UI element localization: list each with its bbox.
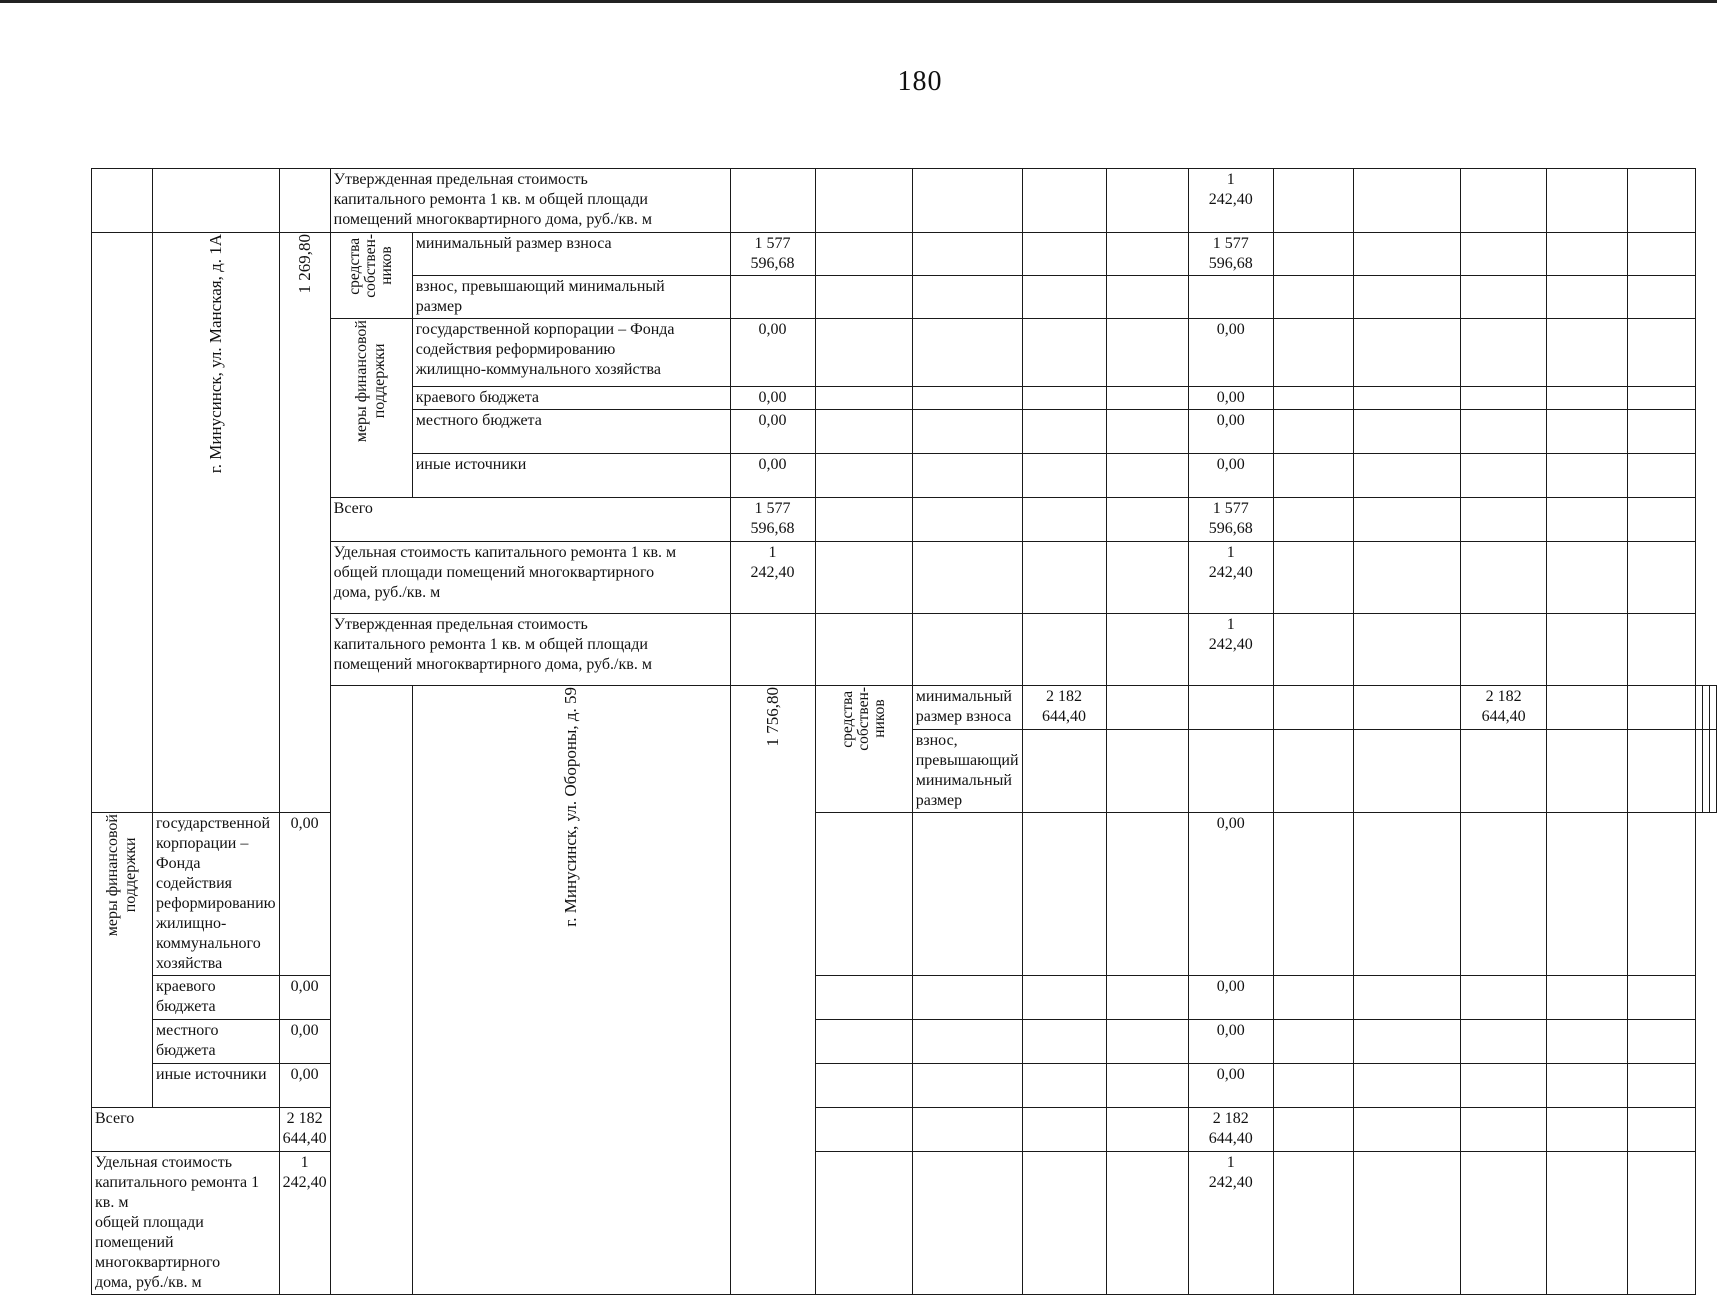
- owners-funds-label: средства собствен- ников: [815, 686, 912, 813]
- empty-cell: [1188, 276, 1273, 319]
- excess-contribution-label: взнос, превышающий минимальный размер: [912, 730, 1022, 813]
- regional-budget-label: краевого бюджета: [412, 387, 730, 410]
- empty-cell: [1628, 169, 1696, 233]
- other-sources-total: 0,00: [1188, 1064, 1273, 1108]
- page-number: 180: [897, 66, 943, 97]
- min-contribution-label: минимальный размер взноса: [912, 686, 1022, 730]
- empty-cell: [1106, 410, 1188, 454]
- capital-repair-table: [91, 168, 1717, 1295]
- empty-cell: [1696, 730, 1703, 813]
- excess-contribution-label: взнос, превышающий минимальный размер: [412, 276, 730, 319]
- empty-cell: [1106, 1020, 1188, 1064]
- house-area: 1 756,80: [730, 686, 815, 1295]
- empty-cell: [1547, 454, 1628, 498]
- empty-cell: [1354, 387, 1461, 410]
- empty-cell: [1354, 730, 1461, 813]
- empty-cell: [815, 498, 912, 542]
- empty-cell: [1273, 387, 1353, 410]
- empty-cell: [1628, 1152, 1696, 1295]
- empty-cell: [1628, 498, 1696, 542]
- empty-cell: [1461, 233, 1547, 276]
- empty-cell: [1354, 319, 1461, 387]
- empty-cell: [912, 614, 1022, 686]
- empty-cell: [1106, 169, 1188, 233]
- empty-cell: [815, 614, 912, 686]
- empty-cell: [1354, 1108, 1461, 1152]
- empty-cell: [1106, 976, 1188, 1020]
- empty-cell: [1273, 169, 1353, 233]
- empty-cell: [1547, 498, 1628, 542]
- empty-cell: [1628, 730, 1696, 813]
- regional-budget-total: 0,00: [1188, 976, 1273, 1020]
- empty-cell: [1354, 813, 1461, 976]
- empty-cell: [1273, 233, 1353, 276]
- empty-cell: [912, 1020, 1022, 1064]
- empty-cell: [1461, 276, 1547, 319]
- empty-cell: [330, 686, 412, 1295]
- empty-cell: [1461, 498, 1547, 542]
- empty-cell: [912, 454, 1022, 498]
- empty-cell: [1354, 1020, 1461, 1064]
- empty-cell: [1710, 686, 1717, 730]
- empty-cell: [1022, 730, 1106, 813]
- empty-cell: [1022, 454, 1106, 498]
- other-sources-label: иные источники: [412, 454, 730, 498]
- regional-budget-value: 0,00: [730, 387, 815, 410]
- empty-cell: [1273, 1020, 1353, 1064]
- total-value: 2 182 644,40: [279, 1108, 330, 1152]
- min-contribution-total: 1 577 596,68: [1188, 233, 1273, 276]
- owners-funds-label: средства собствен- ников: [330, 233, 412, 319]
- empty-cell: [1547, 1020, 1628, 1064]
- empty-cell: [1461, 1152, 1547, 1295]
- empty-cell: [912, 813, 1022, 976]
- empty-cell: [1106, 730, 1188, 813]
- empty-cell: [1461, 542, 1547, 614]
- empty-cell: [1022, 276, 1106, 319]
- empty-cell: [1354, 542, 1461, 614]
- page-top-border: [0, 0, 1717, 3]
- empty-cell: [1273, 686, 1353, 730]
- fund-label: государственной корпорации – Фонда содействия реформированию жилищно-коммунального хозяйства: [153, 813, 280, 976]
- empty-cell: [92, 169, 153, 233]
- empty-cell: [1628, 233, 1696, 276]
- table-row: [92, 686, 1717, 730]
- empty-cell: [1461, 454, 1547, 498]
- empty-cell: [92, 233, 153, 813]
- min-contribution-value: 1 577 596,68: [730, 233, 815, 276]
- empty-cell: [1461, 1020, 1547, 1064]
- other-sources-value: 0,00: [730, 454, 815, 498]
- total-label: Всего: [330, 498, 730, 542]
- empty-cell: [815, 1020, 912, 1064]
- approved-cost-total: 1 242,40: [1188, 614, 1273, 686]
- empty-cell: [1628, 542, 1696, 614]
- empty-cell: [815, 976, 912, 1020]
- empty-cell: [1547, 686, 1628, 730]
- empty-cell: [1022, 976, 1106, 1020]
- empty-cell: [1628, 686, 1696, 730]
- approved-cost-label: Утвержденная предельная стоимость капитального ремонта 1 кв. м общей площади помещений многоквартирного дома, руб./кв. м: [330, 614, 730, 686]
- empty-cell: [912, 319, 1022, 387]
- empty-cell: [1273, 1064, 1353, 1108]
- empty-cell: [1022, 169, 1106, 233]
- empty-cell: [815, 387, 912, 410]
- local-budget-value: 0,00: [730, 410, 815, 454]
- empty-cell: [912, 542, 1022, 614]
- regional-budget-value: 0,00: [279, 976, 330, 1020]
- empty-cell: [1547, 1152, 1628, 1295]
- empty-cell: [1022, 233, 1106, 276]
- min-contribution-total: 2 182 644,40: [1461, 686, 1547, 730]
- specific-cost-value: 1 242,40: [279, 1152, 330, 1295]
- specific-cost-total: 1 242,40: [1188, 542, 1273, 614]
- local-budget-value: 0,00: [279, 1020, 330, 1064]
- empty-cell: [1461, 169, 1547, 233]
- empty-cell: [1710, 730, 1717, 813]
- empty-cell: [1628, 614, 1696, 686]
- empty-cell: [1547, 387, 1628, 410]
- empty-cell: [815, 813, 912, 976]
- empty-cell: [815, 454, 912, 498]
- empty-cell: [1354, 169, 1461, 233]
- support-measures-label: меры финансовой поддержки: [92, 813, 153, 1108]
- empty-cell: [815, 319, 912, 387]
- empty-cell: [1703, 730, 1710, 813]
- table-row: [92, 498, 1717, 542]
- empty-cell: [815, 169, 912, 233]
- empty-cell: [1547, 614, 1628, 686]
- total-total: 1 577 596,68: [1188, 498, 1273, 542]
- empty-cell: [1273, 614, 1353, 686]
- other-sources-value: 0,00: [279, 1064, 330, 1108]
- empty-cell: [1354, 614, 1461, 686]
- empty-cell: [1547, 410, 1628, 454]
- empty-cell: [1188, 686, 1273, 730]
- empty-cell: [1106, 233, 1188, 276]
- empty-cell: [1273, 1108, 1353, 1152]
- empty-cell: [1547, 813, 1628, 976]
- empty-cell: [1106, 498, 1188, 542]
- empty-cell: [1273, 813, 1353, 976]
- empty-cell: [1106, 1152, 1188, 1295]
- empty-cell: [912, 233, 1022, 276]
- empty-cell: [815, 233, 912, 276]
- local-budget-label: местного бюджета: [412, 410, 730, 454]
- fund-value: 0,00: [279, 813, 330, 976]
- empty-cell: [1547, 169, 1628, 233]
- empty-cell: [1022, 1064, 1106, 1108]
- regional-budget-label: краевого бюджета: [153, 976, 280, 1020]
- specific-cost-value: 1 242,40: [730, 542, 815, 614]
- empty-cell: [1106, 1064, 1188, 1108]
- empty-cell: [912, 169, 1022, 233]
- empty-cell: [1022, 614, 1106, 686]
- empty-cell: [1273, 498, 1353, 542]
- empty-cell: [1273, 1152, 1353, 1295]
- empty-cell: [1106, 1108, 1188, 1152]
- specific-cost-label: Удельная стоимость капитального ремонта 1 кв. м общей площади помещений многоквартирного дома, руб./кв. м: [92, 1152, 280, 1295]
- empty-cell: [1703, 686, 1710, 730]
- empty-cell: [1022, 1152, 1106, 1295]
- house-area: 1 269,80: [279, 233, 330, 813]
- empty-cell: [1354, 1152, 1461, 1295]
- empty-cell: [1547, 233, 1628, 276]
- empty-cell: [912, 410, 1022, 454]
- empty-cell: [1022, 1020, 1106, 1064]
- empty-cell: [1547, 1064, 1628, 1108]
- empty-cell: [153, 169, 280, 233]
- empty-cell: [912, 276, 1022, 319]
- house-address: г. Минусинск, ул. Манская, д. 1А: [153, 233, 280, 813]
- empty-cell: [815, 1064, 912, 1108]
- approved-cost-value: 1 242,40: [1188, 169, 1273, 233]
- specific-cost-total: 1 242,40: [1188, 1152, 1273, 1295]
- empty-cell: [1106, 387, 1188, 410]
- empty-cell: [1106, 686, 1188, 730]
- empty-cell: [1461, 387, 1547, 410]
- empty-cell: [912, 1108, 1022, 1152]
- empty-cell: [815, 542, 912, 614]
- empty-cell: [1354, 976, 1461, 1020]
- empty-cell: [1628, 1020, 1696, 1064]
- support-measures-label: меры финансовой поддержки: [330, 319, 412, 498]
- empty-cell: [1628, 1064, 1696, 1108]
- other-sources-label: иные источники: [153, 1064, 280, 1108]
- empty-cell: [1354, 454, 1461, 498]
- empty-cell: [1354, 233, 1461, 276]
- empty-cell: [1696, 686, 1703, 730]
- fund-value: 0,00: [730, 319, 815, 387]
- empty-cell: [1547, 976, 1628, 1020]
- empty-cell: [1106, 542, 1188, 614]
- empty-cell: [1461, 1108, 1547, 1152]
- empty-cell: [1354, 686, 1461, 730]
- empty-cell: [1547, 276, 1628, 319]
- total-value: 1 577 596,68: [730, 498, 815, 542]
- empty-cell: [1461, 319, 1547, 387]
- empty-cell: [1628, 387, 1696, 410]
- empty-cell: [1022, 410, 1106, 454]
- empty-cell: [1461, 410, 1547, 454]
- total-total: 2 182 644,40: [1188, 1108, 1273, 1152]
- empty-cell: [912, 976, 1022, 1020]
- empty-cell: [1273, 542, 1353, 614]
- empty-cell: [912, 498, 1022, 542]
- empty-cell: [1461, 1064, 1547, 1108]
- empty-cell: [1273, 276, 1353, 319]
- empty-cell: [1022, 387, 1106, 410]
- table-row: [92, 614, 1717, 686]
- specific-cost-label: Удельная стоимость капитального ремонта 1 кв. м общей площади помещений многоквартирного дома, руб./кв. м: [330, 542, 730, 614]
- empty-cell: [1022, 319, 1106, 387]
- local-budget-total: 0,00: [1188, 1020, 1273, 1064]
- empty-cell: [815, 410, 912, 454]
- regional-budget-total: 0,00: [1188, 387, 1273, 410]
- empty-cell: [1354, 276, 1461, 319]
- empty-cell: [1628, 813, 1696, 976]
- empty-cell: [730, 614, 815, 686]
- empty-cell: [1461, 813, 1547, 976]
- empty-cell: [1547, 1108, 1628, 1152]
- empty-cell: [1628, 276, 1696, 319]
- empty-cell: [1106, 276, 1188, 319]
- min-contribution-value: 2 182 644,40: [1022, 686, 1106, 730]
- house-address: г. Минусинск, ул. Обороны, д. 59: [412, 686, 730, 1295]
- empty-cell: [912, 1152, 1022, 1295]
- empty-cell: [815, 1152, 912, 1295]
- empty-cell: [1461, 976, 1547, 1020]
- empty-cell: [1547, 542, 1628, 614]
- local-budget-total: 0,00: [1188, 410, 1273, 454]
- empty-cell: [1628, 1108, 1696, 1152]
- empty-cell: [815, 1108, 912, 1152]
- empty-cell: [1273, 319, 1353, 387]
- empty-cell: [1273, 976, 1353, 1020]
- empty-cell: [1273, 410, 1353, 454]
- approved-cost-label: Утвержденная предельная стоимость капитального ремонта 1 кв. м общей площади помещений многоквартирного дома, руб./кв. м: [330, 169, 730, 233]
- empty-cell: [730, 169, 815, 233]
- empty-cell: [1354, 410, 1461, 454]
- empty-cell: [1547, 319, 1628, 387]
- empty-cell: [1022, 542, 1106, 614]
- empty-cell: [1628, 976, 1696, 1020]
- table-row: [92, 542, 1717, 614]
- other-sources-total: 0,00: [1188, 454, 1273, 498]
- empty-cell: [1273, 730, 1353, 813]
- empty-cell: [1106, 813, 1188, 976]
- empty-cell: [1547, 730, 1628, 813]
- empty-cell: [279, 169, 330, 233]
- empty-cell: [912, 1064, 1022, 1108]
- fund-label: государственной корпорации – Фонда содействия реформированию жилищно-коммунального хозяйства: [412, 319, 730, 387]
- empty-cell: [815, 276, 912, 319]
- empty-cell: [1106, 319, 1188, 387]
- empty-cell: [1022, 498, 1106, 542]
- table-row: [92, 169, 1717, 233]
- empty-cell: [1188, 730, 1273, 813]
- empty-cell: [1022, 1108, 1106, 1152]
- empty-cell: [1354, 1064, 1461, 1108]
- empty-cell: [1461, 614, 1547, 686]
- fund-total: 0,00: [1188, 813, 1273, 976]
- empty-cell: [1273, 454, 1353, 498]
- empty-cell: [1022, 813, 1106, 976]
- total-label: Всего: [92, 1108, 280, 1152]
- table-row: [92, 319, 1717, 387]
- empty-cell: [1628, 319, 1696, 387]
- empty-cell: [1354, 498, 1461, 542]
- min-contribution-label: минимальный размер взноса: [412, 233, 730, 276]
- empty-cell: [1106, 614, 1188, 686]
- fund-total: 0,00: [1188, 319, 1273, 387]
- empty-cell: [1628, 410, 1696, 454]
- empty-cell: [730, 276, 815, 319]
- empty-cell: [1106, 454, 1188, 498]
- table-row: [92, 233, 1717, 276]
- empty-cell: [1628, 454, 1696, 498]
- local-budget-label: местного бюджета: [153, 1020, 280, 1064]
- empty-cell: [912, 387, 1022, 410]
- empty-cell: [1461, 730, 1547, 813]
